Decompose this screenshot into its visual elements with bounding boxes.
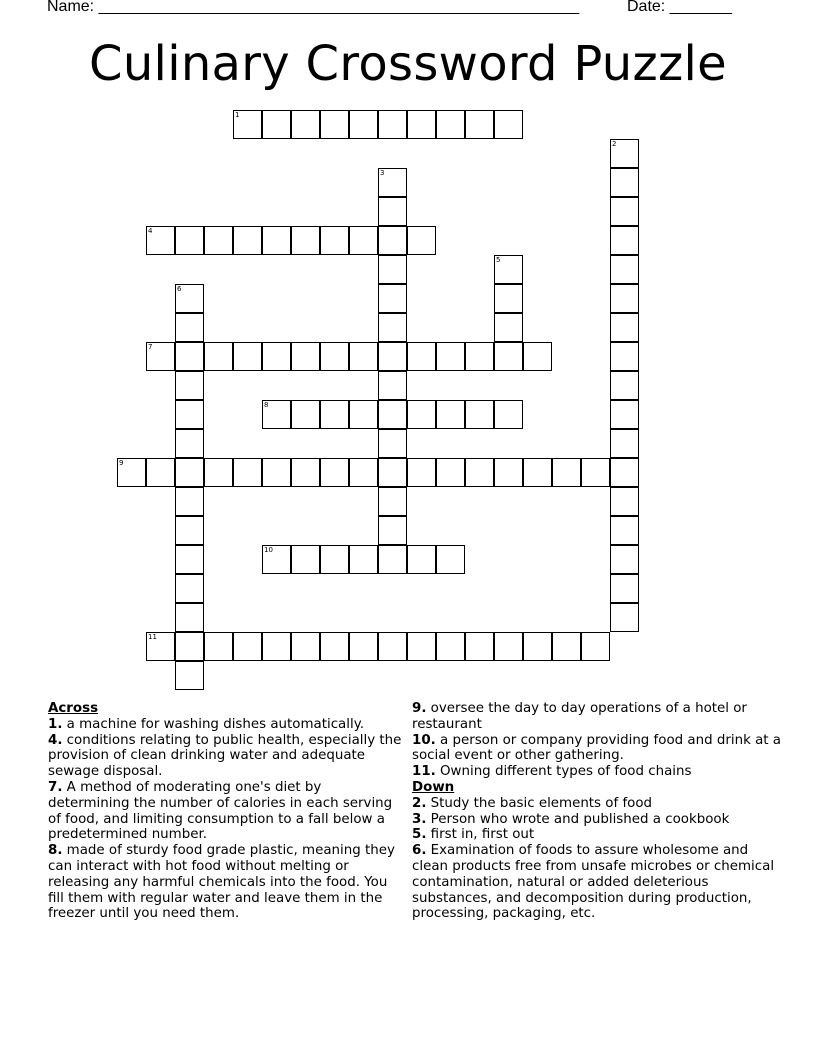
grid-cell[interactable] (581, 458, 610, 487)
grid-cell[interactable] (610, 574, 639, 603)
grid-cell[interactable] (523, 342, 552, 371)
clue-across (48, 780, 404, 843)
grid-cell[interactable] (610, 226, 639, 255)
grid-cell[interactable] (349, 545, 378, 574)
grid-cell[interactable] (407, 400, 436, 429)
grid-cell[interactable] (349, 632, 378, 661)
grid-cell[interactable] (494, 313, 523, 342)
clue-text: a person or company providing food and drink at a social event or other gathering. (412, 732, 782, 764)
grid-cell[interactable] (349, 342, 378, 371)
grid-cell[interactable] (349, 226, 378, 255)
clue-number-label: 5 (496, 256, 501, 264)
clue-number: 7. (48, 779, 63, 795)
grid-cell[interactable] (349, 110, 378, 139)
clue-number: 5. (412, 827, 427, 843)
clue-number-label: 3 (380, 169, 385, 177)
grid-cell[interactable] (407, 226, 436, 255)
grid-cell[interactable] (233, 110, 262, 139)
grid-cell[interactable] (262, 632, 291, 661)
clue-across (48, 843, 404, 922)
grid-cell[interactable] (175, 284, 204, 313)
clue-down (412, 827, 782, 843)
grid-cell[interactable] (610, 168, 639, 197)
clue-text: conditions relating to public health, especially the provision of clean drinking water and adequate sewage disposal. (48, 732, 402, 780)
grid-cell[interactable] (378, 429, 407, 458)
grid-cell[interactable] (494, 632, 523, 661)
grid-cell[interactable] (349, 458, 378, 487)
grid-cell[interactable] (175, 371, 204, 400)
grid-cell[interactable] (291, 110, 320, 139)
grid-cell[interactable] (552, 632, 581, 661)
down-heading: Down (412, 779, 455, 795)
grid-cell[interactable] (378, 110, 407, 139)
grid-cell[interactable] (204, 226, 233, 255)
grid-cell[interactable] (610, 284, 639, 313)
clue-text: Examination of foods to assure wholesome and clean products free from unsafe microbes or chemical contamination, natural or added deleterious substances, and decomposition during production, processing, packaging, etc. (412, 843, 775, 922)
clue-across (48, 717, 404, 733)
grid-cell[interactable] (494, 400, 523, 429)
clue-number: 6. (412, 843, 427, 859)
grid-cell[interactable] (465, 632, 494, 661)
clue-text: A method of moderating one's diet by determining the number of calories in each serving of food, and limiting consumption to a fall below a predetermined number. (48, 779, 393, 843)
grid-cell[interactable] (175, 226, 204, 255)
grid-cell[interactable] (233, 632, 262, 661)
grid-cell[interactable] (320, 110, 349, 139)
grid-cell[interactable] (610, 487, 639, 516)
grid-cell[interactable] (523, 632, 552, 661)
clue-number: 4. (48, 732, 63, 748)
grid-cell[interactable] (465, 110, 494, 139)
grid-cell[interactable] (320, 545, 349, 574)
grid-cell[interactable] (175, 313, 204, 342)
grid-cell[interactable] (436, 342, 465, 371)
clues-left-column (48, 701, 404, 922)
grid-cell[interactable] (407, 342, 436, 371)
grid-cell[interactable] (610, 371, 639, 400)
clue-across (412, 764, 782, 780)
grid-cell[interactable] (610, 400, 639, 429)
grid-cell[interactable] (233, 342, 262, 371)
clue-text: oversee the day to day operations of a hotel or restaurant (412, 701, 747, 732)
grid-cell[interactable] (581, 632, 610, 661)
clue-across (412, 701, 782, 733)
grid-cell[interactable] (291, 400, 320, 429)
date-field-line: Date: _______ (627, 0, 732, 15)
across-heading: Across (48, 701, 99, 716)
grid-cell[interactable] (407, 110, 436, 139)
clue-across (412, 733, 782, 765)
clue-number-label: 8 (264, 401, 269, 409)
grid-cell[interactable] (262, 110, 291, 139)
grid-cell[interactable] (610, 197, 639, 226)
grid-cell[interactable] (262, 545, 291, 574)
grid-cell[interactable] (407, 632, 436, 661)
clue-down (412, 796, 782, 812)
clue-number: 10. (412, 732, 436, 748)
grid-cell[interactable] (610, 139, 639, 168)
grid-cell[interactable] (378, 632, 407, 661)
grid-cell[interactable] (610, 342, 639, 371)
grid-cell[interactable] (291, 632, 320, 661)
grid-cell[interactable] (320, 458, 349, 487)
grid-cell[interactable] (552, 458, 581, 487)
grid-cell[interactable] (378, 168, 407, 197)
page-title: Culinary Crossword Puzzle (89, 36, 727, 92)
grid-cell[interactable] (436, 632, 465, 661)
grid-cell[interactable] (233, 458, 262, 487)
grid-cell[interactable] (436, 110, 465, 139)
grid-cell[interactable] (610, 603, 639, 632)
grid-cell[interactable] (378, 545, 407, 574)
grid-cell[interactable] (146, 458, 175, 487)
grid-cell[interactable] (610, 516, 639, 545)
grid-cell[interactable] (610, 313, 639, 342)
grid-cell[interactable] (146, 632, 175, 661)
grid-cell[interactable] (175, 429, 204, 458)
grid-cell[interactable] (175, 632, 204, 661)
clue-number-label: 7 (148, 343, 153, 351)
clue-number: 9. (412, 701, 427, 716)
grid-cell[interactable] (262, 226, 291, 255)
grid-cell[interactable] (291, 226, 320, 255)
clue-number-label: 6 (177, 285, 182, 293)
clue-text: a machine for washing dishes automatically. (66, 716, 364, 732)
grid-cell[interactable] (320, 342, 349, 371)
name-field-line: Name: ______________________________________________________ (47, 0, 580, 15)
grid-cell[interactable] (262, 342, 291, 371)
grid-cell[interactable] (204, 458, 233, 487)
grid-cell[interactable] (117, 458, 146, 487)
clue-down (412, 812, 782, 828)
clue-text: Owning different types of food chains (440, 764, 692, 780)
grid-cell[interactable] (204, 632, 233, 661)
grid-cell[interactable] (378, 226, 407, 255)
clue-number: 11. (412, 764, 436, 780)
grid-cell[interactable] (610, 545, 639, 574)
grid-cell[interactable] (407, 545, 436, 574)
grid-cell[interactable] (378, 458, 407, 487)
grid-cell[interactable] (465, 342, 494, 371)
clue-number: 1. (48, 716, 63, 732)
grid-cell[interactable] (378, 284, 407, 313)
grid-cell[interactable] (523, 458, 552, 487)
grid-cell[interactable] (349, 400, 378, 429)
clues-right-column (412, 701, 782, 922)
grid-cell[interactable] (175, 661, 204, 690)
clue-number-label: 4 (148, 227, 153, 235)
clue-number-label: 9 (119, 459, 124, 467)
clue-number: 3. (412, 811, 427, 827)
grid-cell[interactable] (291, 458, 320, 487)
grid-cell[interactable] (204, 342, 233, 371)
grid-cell[interactable] (378, 255, 407, 284)
grid-cell[interactable] (494, 458, 523, 487)
grid-cell[interactable] (262, 400, 291, 429)
grid-cell[interactable] (175, 342, 204, 371)
grid-cell[interactable] (378, 371, 407, 400)
grid-cell[interactable] (465, 400, 494, 429)
grid-cell[interactable] (465, 458, 494, 487)
clue-number: 8. (48, 843, 63, 859)
grid-cell[interactable] (233, 226, 262, 255)
clue-across (48, 733, 404, 780)
grid-cell[interactable] (291, 545, 320, 574)
grid-cell[interactable] (378, 487, 407, 516)
grid-cell[interactable] (436, 545, 465, 574)
grid-cell[interactable] (378, 313, 407, 342)
clue-text: Person who wrote and published a cookbook (430, 811, 730, 827)
grid-cell[interactable] (262, 458, 291, 487)
clue-number: 2. (412, 795, 427, 811)
grid-cell[interactable] (378, 197, 407, 226)
grid-cell[interactable] (610, 429, 639, 458)
grid-cell[interactable] (175, 458, 204, 487)
clue-down (412, 843, 782, 922)
clue-number-label: 11 (148, 633, 157, 641)
grid-cell[interactable] (175, 400, 204, 429)
grid-cell[interactable] (146, 342, 175, 371)
grid-cell[interactable] (320, 632, 349, 661)
grid-cell[interactable] (494, 255, 523, 284)
clue-text: made of sturdy food grade plastic, meaning they can interact with hot food without melting or releasing any harmful chemicals into the food. You fill them with regular water and leave them in the freezer until you need them. (48, 843, 395, 922)
grid-cell[interactable] (494, 342, 523, 371)
grid-cell[interactable] (378, 516, 407, 545)
grid-cell[interactable] (407, 458, 436, 487)
grid-cell[interactable] (610, 458, 639, 487)
grid-cell[interactable] (610, 255, 639, 284)
clue-text: first in, first out (430, 827, 535, 843)
grid-cell[interactable] (146, 226, 175, 255)
grid-cell[interactable] (436, 400, 465, 429)
clue-number-label: 10 (264, 546, 273, 554)
clue-text: Study the basic elements of food (430, 795, 653, 811)
grid-cell[interactable] (378, 400, 407, 429)
grid-cell[interactable] (175, 545, 204, 574)
grid-cell[interactable] (175, 487, 204, 516)
clue-number-label: 1 (235, 111, 240, 119)
grid-cell[interactable] (436, 458, 465, 487)
grid-cell[interactable] (320, 226, 349, 255)
grid-cell[interactable] (175, 516, 204, 545)
grid-cell[interactable] (494, 284, 523, 313)
grid-cell[interactable] (291, 342, 320, 371)
clue-number-label: 2 (612, 140, 617, 148)
grid-cell[interactable] (175, 574, 204, 603)
grid-cell[interactable] (175, 603, 204, 632)
grid-cell[interactable] (378, 342, 407, 371)
grid-cell[interactable] (320, 400, 349, 429)
grid-cell[interactable] (494, 110, 523, 139)
